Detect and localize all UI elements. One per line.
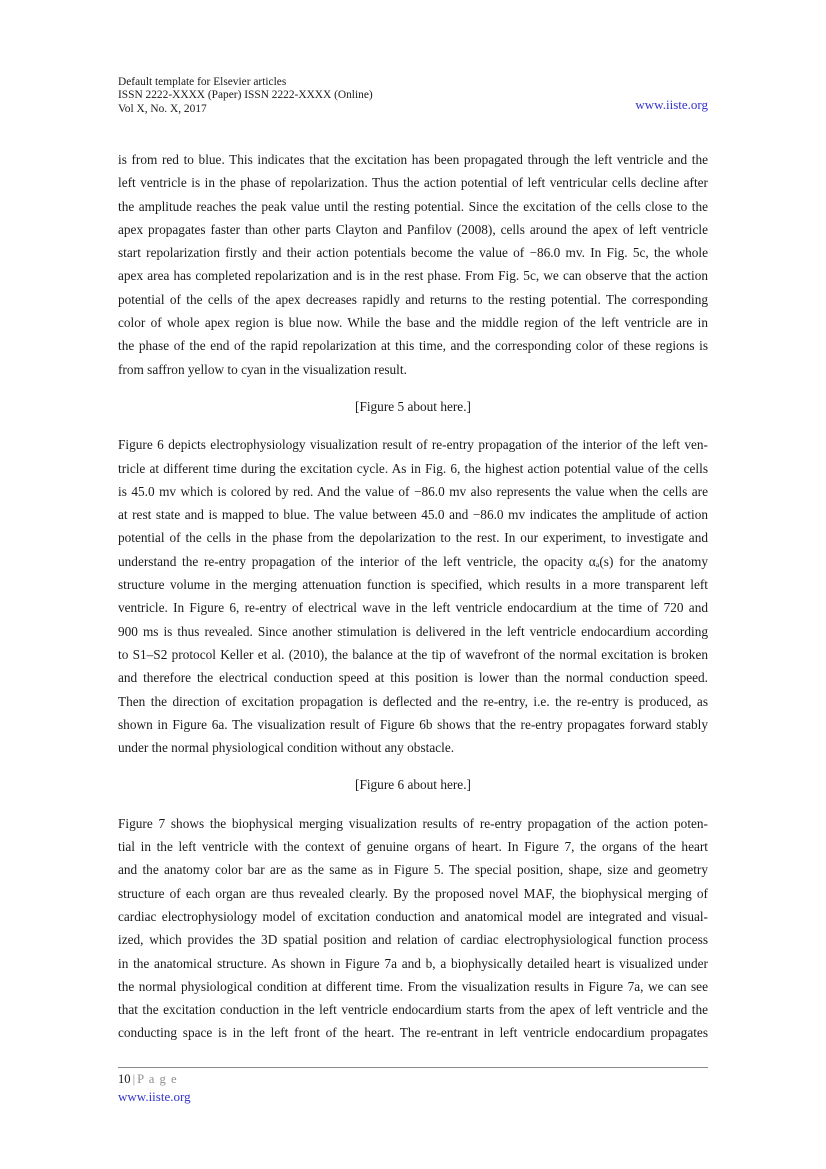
text-line: left ventricle is in the phase of repolarization. Thus the action potential of left ventricular cells decline after — [118, 175, 708, 191]
text-line: under the normal physiological condition without any obstacle. — [118, 740, 455, 756]
text-line: potential of the cells in the phase from the depolarization to the rest. In our experiment, to investigate and — [118, 530, 708, 546]
footer-page-line — [118, 1071, 708, 1088]
text-line: 900 ms is thus revealed. Since another stimulation is delivered in the left ventricle endocardium according — [118, 623, 708, 639]
text-line: conducting space is in the left front of the heart. The re-entrant in left ventricle endocardium propagates — [118, 1025, 708, 1041]
paragraph — [118, 433, 708, 759]
page-number-separator: | — [132, 1072, 136, 1086]
text-line: structure of each organ are thus revealed clearly. By the proposed novel MAF, the biophysical merging of — [118, 885, 708, 901]
header-site-link[interactable]: www.iiste.org — [635, 97, 708, 112]
paragraph — [118, 148, 708, 381]
text-line: color of whole apex region is blue now. While the base and the middle region of the left ventricle are in — [118, 315, 708, 331]
text-line: structure volume in the merging attenuation function is specified, which results in a more transparent left — [118, 577, 708, 593]
text-line: Then the direction of excitation propagation is deflected and the re-entry, i.e. the re-entry is produced, as — [118, 693, 708, 709]
footer-site-link[interactable]: www.iiste.org — [118, 1089, 191, 1104]
figure-6-placeholder: [Figure 6 about here.] — [355, 777, 471, 793]
text-line: from saffron yellow to cyan in the visualization result. — [118, 361, 407, 377]
text-line: and therefore the electrical conduction speed at this position is lower than the normal conduction speed. — [118, 670, 708, 686]
text-line: and the anatomy color bar are as the same as in Figure 5. The special position, shape, size and geometry — [118, 862, 708, 878]
header-volume-line: Vol X, No. X, 2017 — [118, 102, 207, 115]
text-line: the phase of the end of the rapid repolarization at this time, and the corresponding color of these regions is — [118, 338, 708, 354]
header-issn-line: ISSN 2222-XXXX (Paper) ISSN 2222-XXXX (Online) — [118, 89, 373, 102]
text-line: tial in the left ventricle with the context of genuine organs of heart. In Figure 7, the organs of the heart — [118, 839, 708, 855]
journal-header — [118, 76, 708, 116]
text-line: tricle at different time during the excitation cycle. As in Fig. 6, the highest action potential value of the cells — [118, 460, 708, 476]
paragraph — [118, 812, 708, 1045]
text-line: at rest state and is mapped to blue. The value between 45.0 and −86.0 mv indicates the amplitude of action — [118, 507, 708, 523]
text-line: cardiac electrophysiology model of excitation conduction and anatomical model are integrated and visual- — [118, 908, 708, 924]
footer-rule — [118, 1067, 708, 1068]
text-line: Figure 6 depicts electrophysiology visualization result of re-entry propagation of the interior of the left ven- — [118, 437, 708, 453]
text-line: the normal physiological condition at different time. From the visualization results in Figure 7a, we can see — [118, 978, 708, 994]
text-line: apex area has completed repolarization and is in the rest phase. From Fig. 5c, we can observe that the action — [118, 268, 708, 284]
text-line: Figure 7 shows the biophysical merging visualization results of re-entry propagation of the action poten- — [118, 815, 708, 831]
text-line: is from red to blue. This indicates that the excitation has been propagated through the left ventricle and the — [118, 152, 708, 167]
text-line: is 45.0 mv which is colored by red. And the value of −86.0 mv also represents the value when the cells are — [118, 483, 708, 499]
article-body — [118, 148, 708, 1045]
text-line: potential of the cells of the apex decreases rapidly and returns to the resting potential. The corresponding — [118, 291, 708, 307]
text-line: understand the re-entry propagation of the interior of the left ventricle, the opacity αₐ(s) for the anatomy — [118, 553, 708, 569]
text-line: in the anatomical structure. As shown in Figure 7a and b, a biophysically detailed heart is visualized under — [118, 955, 708, 971]
page-word: P a g e — [137, 1072, 178, 1086]
figure-5-placeholder: [Figure 5 about here.] — [355, 398, 471, 414]
text-line: start repolarization firstly and their action potentials become the value of −86.0 mv. In Fig. 5c, the whole — [118, 245, 708, 261]
page-footer — [118, 1067, 708, 1106]
text-line: ized, which provides the 3D spatial position and relation of cardiac electrophysiological function process — [118, 932, 708, 948]
header-template-line: Default template for Elsevier articles — [118, 76, 287, 88]
text-line: apex propagates faster than other parts Clayton and Panfilov (2008), cells around the apex of left ventricle — [118, 221, 708, 237]
page-number: 10 — [118, 1072, 131, 1086]
text-line: that the excitation conduction in the left ventricle endocardium starts from the apex of left ventricle and the — [118, 1002, 708, 1018]
text-line: shown in Figure 6a. The visualization result of Figure 6b shows that the re-entry propagates forward stably — [118, 716, 708, 732]
text-line: the amplitude reaches the peak value until the resting potential. Since the excitation of the cells close to the — [118, 198, 708, 214]
text-line: to S1–S2 protocol Keller et al. (2010), the balance at the tip of wavefront of the normal excitation is broken — [118, 646, 708, 662]
text-line: ventricle. In Figure 6, re-entry of electrical wave in the left ventricle endocardium at the time of 720 and — [118, 600, 708, 616]
